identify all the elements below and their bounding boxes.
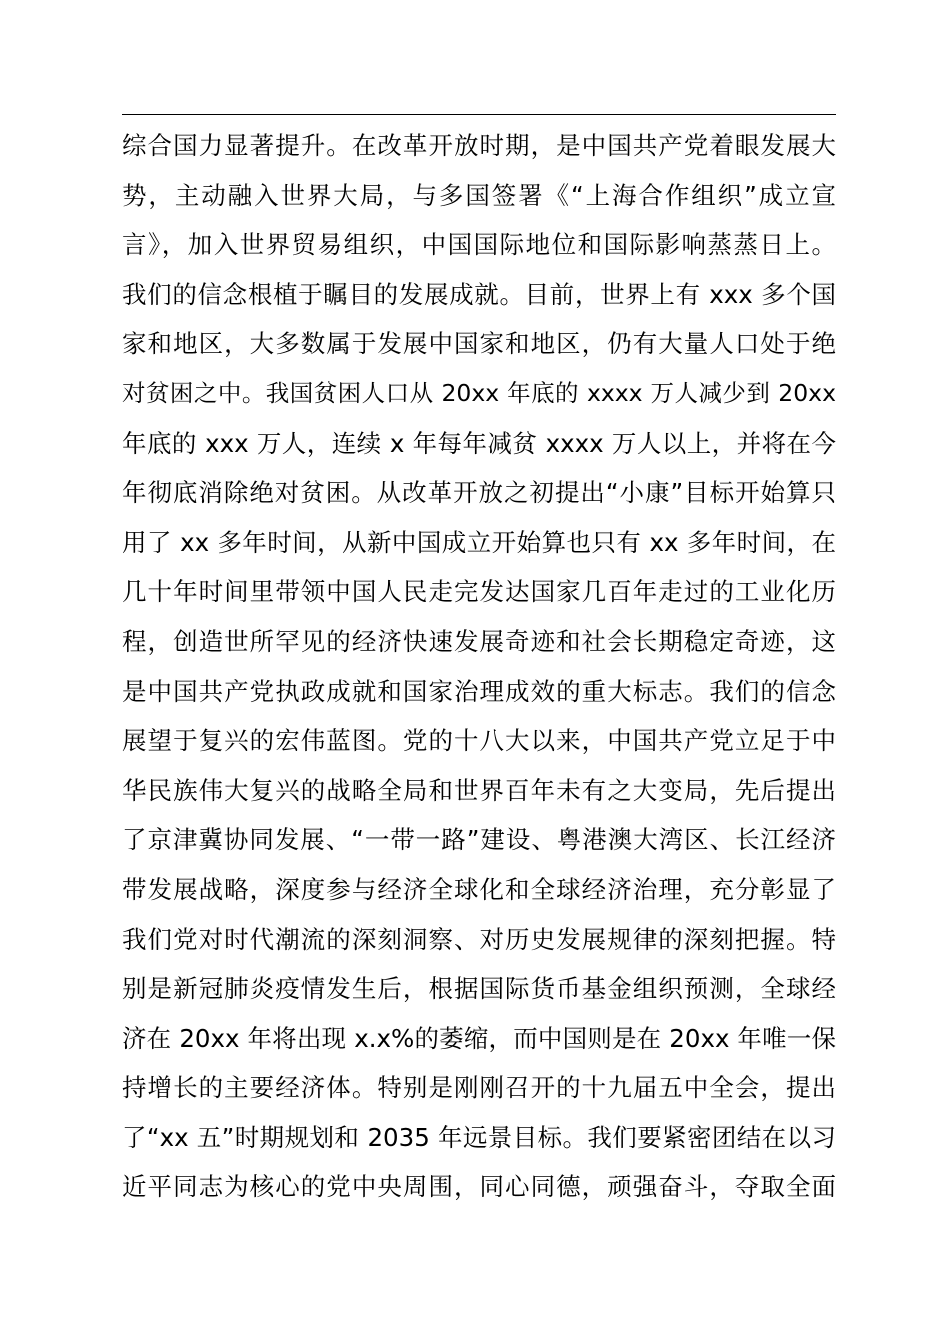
text-line: 综合国力显著提升。在改革开放时期，是中国共产党着眼发展大 bbox=[122, 131, 836, 160]
header-rule bbox=[122, 114, 836, 115]
text-line: 持增长的主要经济体。特别是刚刚召开的十九届五中全会，提出 bbox=[122, 1073, 836, 1103]
text-line: 势，主动融入世界大局，与多国签署《“上海合作组织”成立宣 bbox=[122, 180, 836, 210]
text-line: 言》，加入世界贸易组织，中国国际地位和国际影响蒸蒸日上。 bbox=[122, 230, 836, 260]
text-line: 了京津冀协同发展、“一带一路”建设、粤港澳大湾区、长江经济 bbox=[122, 825, 836, 855]
text-line: 用了 xx 多年时间，从新中国成立开始算也只有 xx 多年时间，在 bbox=[122, 527, 836, 557]
body-paragraph bbox=[122, 121, 836, 1212]
text-line: 家和地区，大多数属于发展中国家和地区，仍有大量人口处于绝 bbox=[122, 329, 836, 359]
text-line: 了“xx 五”时期规划和 2035 年远景目标。我们要紧密团结在以习 bbox=[122, 1122, 836, 1152]
text-line: 带发展战略，深度参与经济全球化和全球经济治理，充分彰显了 bbox=[122, 874, 836, 904]
text-line: 几十年时间里带领中国人民走完发达国家几百年走过的工业化历 bbox=[122, 577, 836, 607]
text-line: 济在 20xx 年将出现 x.x%的萎缩，而中国则是在 20xx 年唯一保 bbox=[122, 1023, 836, 1053]
text-line: 展望于复兴的宏伟蓝图。党的十八大以来，中国共产党立足于中 bbox=[122, 726, 836, 756]
text-line: 我们党对时代潮流的深刻洞察、对历史发展规律的深刻把握。特 bbox=[122, 924, 836, 954]
text-line: 对贫困之中。我国贫困人口从 20xx 年底的 xxxx 万人减少到 20xx bbox=[122, 378, 836, 407]
text-line: 程，创造世所罕见的经济快速发展奇迹和社会长期稳定奇迹，这 bbox=[122, 626, 836, 656]
text-line: 别是新冠肺炎疫情发生后，根据国际货币基金组织预测，全球经 bbox=[122, 974, 836, 1004]
text-line: 我们的信念根植于瞩目的发展成就。目前，世界上有 xxx 多个国 bbox=[122, 279, 836, 309]
text-line: 华民族伟大复兴的战略全局和世界百年未有之大变局，先后提出 bbox=[122, 775, 836, 805]
text-line: 年彻底消除绝对贫困。从改革开放之初提出“小康”目标开始算只 bbox=[122, 478, 836, 508]
text-line: 是中国共产党执政成就和国家治理成效的重大标志。我们的信念 bbox=[122, 676, 836, 706]
text-line: 近平同志为核心的党中央周围，同心同德，顽强奋斗，夺取全面 bbox=[122, 1172, 836, 1202]
text-line: 年底的 xxx 万人，连续 x 年每年减贫 xxxx 万人以上，并将在今 bbox=[122, 428, 836, 458]
